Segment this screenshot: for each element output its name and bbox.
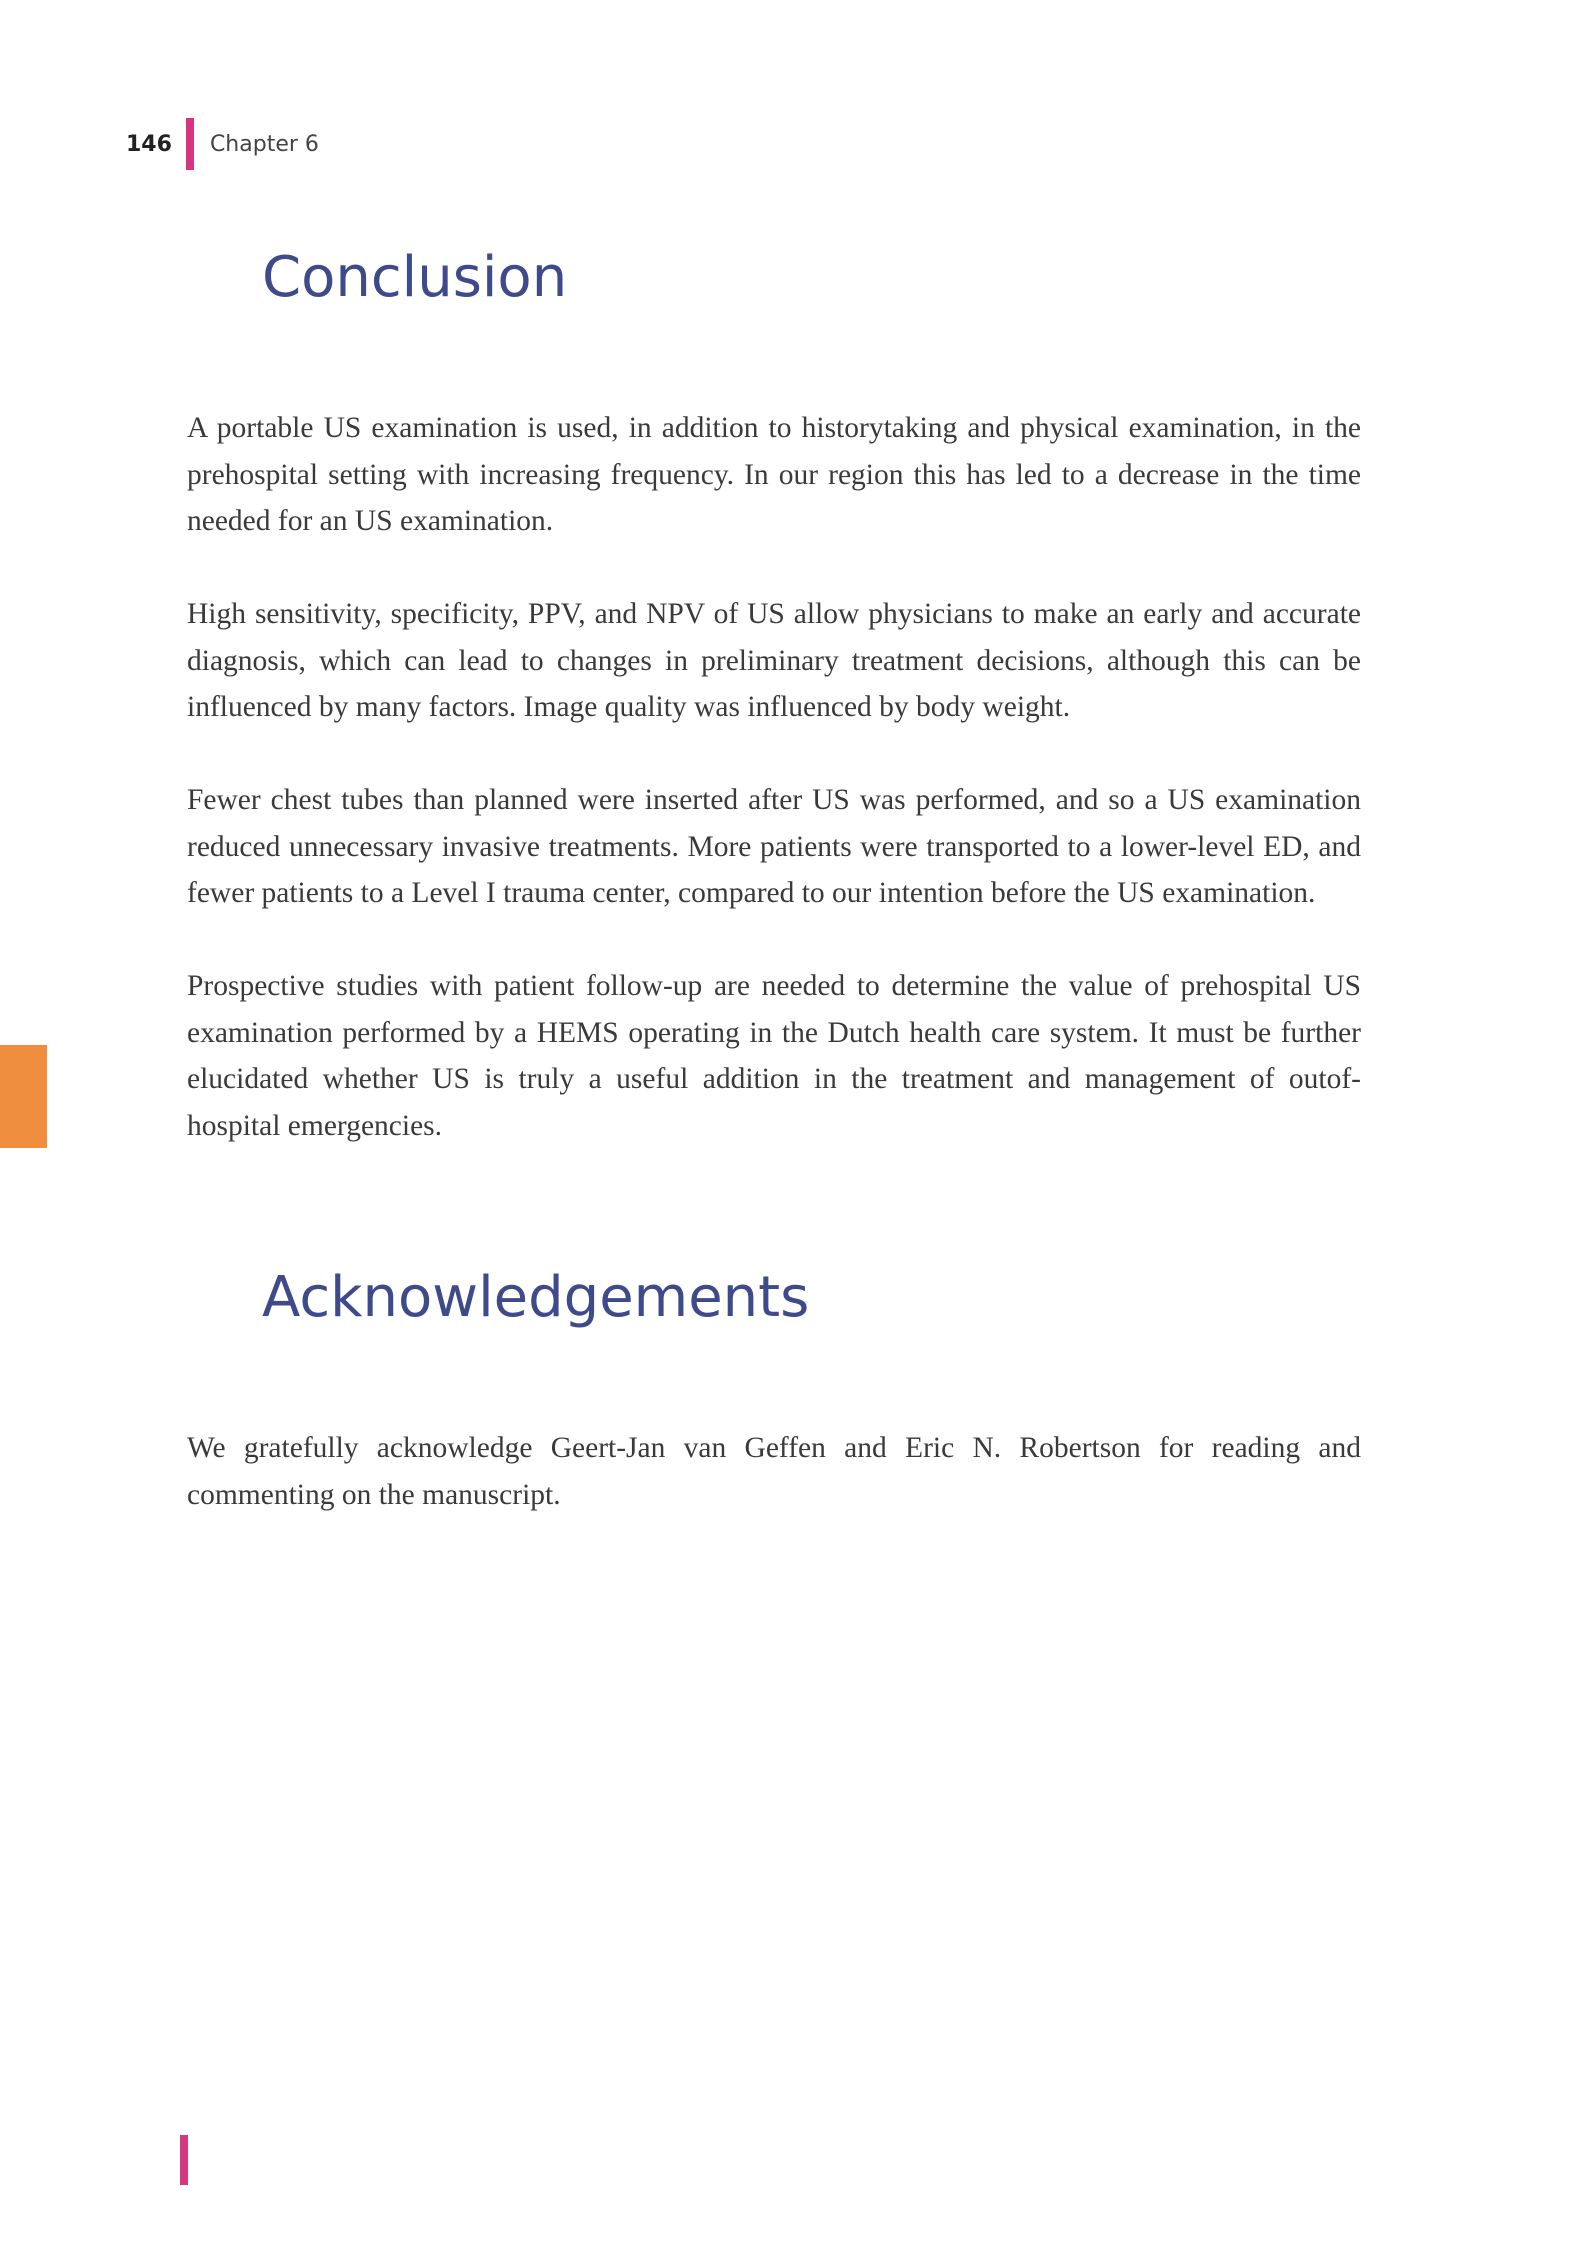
acknowledgements-heading: Acknowledgements <box>262 1265 810 1330</box>
conclusion-heading: Conclusion <box>262 245 568 310</box>
acknowledgements-body <box>187 1425 1361 1518</box>
conclusion-paragraph: A portable US examination is used, in addition to historytaking and physical examination, in the prehospital setting with increasing frequency. In our region this has led to a decrease in the time needed for an US examination. <box>187 412 1361 537</box>
running-header <box>126 118 319 170</box>
conclusion-paragraph: Prospective studies with patient follow-up are needed to determine the value of prehospital US examination performed by a HEMS operating in the Dutch health care system. It must be further elucidated whether US is truly a useful addition in the treatment and management of outof- hospital emergencies. <box>187 970 1361 1142</box>
page-number: 146 <box>126 131 172 157</box>
conclusion-paragraph: Fewer chest tubes than planned were inserted after US was performed, and so a US examination reduced unnecessary invasive treatments. More patients were transported to a lower-level ED, and fewer patients to a Level I trauma center, compared to our intention before the US examination. <box>187 784 1361 909</box>
chapter-label: Chapter 6 <box>209 131 319 157</box>
acknowledgements-paragraph: We gratefully acknowledge Geert-Jan van Geffen and Eric N. Robertson for reading and commenting on the manuscript. <box>187 1432 1361 1511</box>
conclusion-paragraph: High sensitivity, specificity, PPV, and NPV of US allow physicians to make an early and accurate diagnosis, which can lead to changes in preliminary treatment decisions, although this can be influenced by many factors. Image quality was influenced by body weight. <box>187 598 1361 723</box>
chapter-side-tab <box>0 1045 47 1148</box>
conclusion-body <box>187 405 1361 1149</box>
header-accent-bar <box>186 118 194 170</box>
footer-accent-bar <box>180 2135 188 2185</box>
